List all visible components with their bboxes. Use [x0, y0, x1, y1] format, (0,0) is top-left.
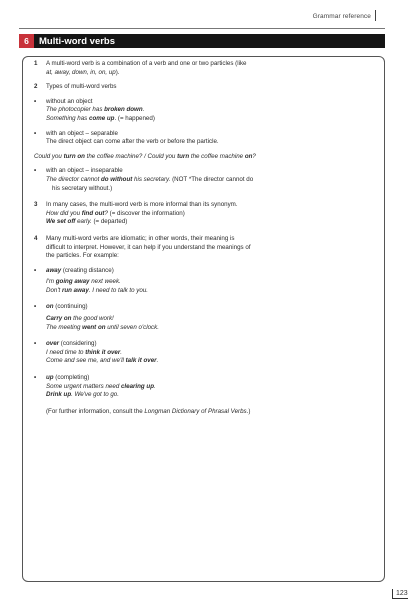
- example-line: Drink up. We've got to go.: [46, 391, 119, 399]
- bullet-marker: •: [34, 303, 37, 311]
- further-information-note: [34, 408, 354, 417]
- item-text: Many multi-word verbs are idiomatic; in other words, their meaning is difficult to interpret. However, it can help if you understand the meanings of the particles. For example:: [46, 234, 251, 260]
- section-header: [19, 34, 385, 48]
- bullet-marker: •: [34, 97, 37, 105]
- running-head: Grammar reference: [312, 13, 371, 20]
- bullet-marker: •: [34, 266, 37, 274]
- particle-on: [34, 303, 354, 332]
- section-number: 6: [19, 34, 34, 48]
- example-line: I'm going away next week.: [46, 278, 121, 286]
- example-line: I need time to think it over.: [46, 348, 123, 356]
- note-text: (For further information, consult the Longman Dictionary of Phrasal Verbs.): [46, 407, 251, 415]
- reference-content: [34, 60, 354, 416]
- bullet-description: The direct object can come after the verb or before the particle.: [46, 138, 219, 146]
- example-line: Come and see me, and we'll talk it over.: [46, 357, 159, 365]
- item-2: [34, 83, 354, 92]
- bullet-inseparable: [34, 167, 354, 193]
- item-text: A multi-word verb is a combination of a verb and one or two particles (like at, away, down, in, on, up).: [46, 60, 247, 76]
- particle-heading: on (continuing): [46, 303, 88, 311]
- example-line: Some urgent matters need clearing up.: [46, 382, 156, 390]
- item-1: [34, 60, 354, 77]
- item-text: Types of multi-word verbs: [46, 83, 117, 91]
- bullet-marker: •: [34, 340, 37, 348]
- item-4: [34, 235, 354, 261]
- example-line: The photocopier has broken down.: [46, 106, 145, 114]
- page-number: 123: [392, 589, 408, 599]
- example-line: How did you find out? (= discover the information): [46, 209, 185, 217]
- running-head-rule: [375, 10, 376, 21]
- example-line: Something has come up. (= happened): [46, 114, 155, 122]
- item-marker: 1: [34, 60, 38, 67]
- example-line: The director cannot do without his secretary. (NOT *The director cannot do his secretary without.): [46, 175, 254, 192]
- bullet-text: with an object – inseparable: [46, 167, 123, 175]
- particle-heading: away (creating distance): [46, 266, 114, 274]
- section-title: Multi-word verbs: [39, 35, 116, 47]
- top-rule: [19, 28, 385, 29]
- example-line: We set off early. (= departed): [46, 218, 128, 226]
- item-text: In many cases, the multi-word verb is more informal than its synonym.: [46, 201, 238, 209]
- example-line: Don't run away. I need to talk to you.: [46, 286, 148, 294]
- particle-heading: up (completing): [46, 374, 90, 382]
- particle-over: [34, 340, 354, 366]
- particle-up: [34, 374, 354, 400]
- bullet-separable: [34, 130, 354, 147]
- bullet-marker: •: [34, 129, 37, 137]
- item-3: [34, 201, 354, 227]
- item-marker: 2: [34, 83, 38, 91]
- bullet-text: without an object: [46, 97, 93, 105]
- bullet-without-object: [34, 98, 354, 124]
- bullet-marker: •: [34, 374, 37, 382]
- particle-heading: over (considering): [46, 340, 97, 348]
- bullet-text: with an object – separable: [46, 129, 118, 137]
- example-line: The meeting went on until seven o'clock.: [46, 323, 159, 331]
- example-line: Carry on the good work!: [46, 315, 114, 323]
- particle-away: [34, 267, 354, 296]
- item-marker: 3: [34, 201, 38, 209]
- item-marker: 4: [34, 234, 38, 242]
- example-line: Could you turn on the coffee machine? / Could you turn the coffee machine on?: [34, 152, 256, 160]
- bullet-marker: •: [34, 167, 37, 175]
